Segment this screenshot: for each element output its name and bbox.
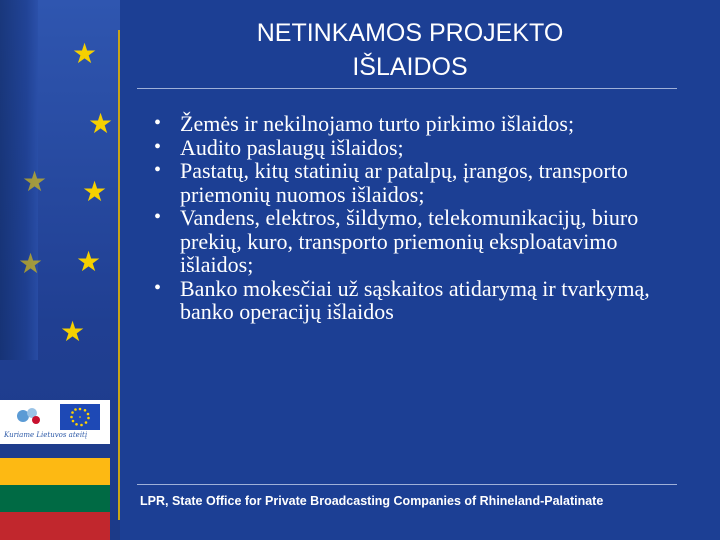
star-icon: ★ (82, 175, 108, 208)
bullet-text: Pastatų, kitų statinių ar patalpų, įrangos, transporto priemonių nuomos išlaidos; (180, 158, 628, 207)
bullet-icon: • (154, 159, 162, 181)
lithuania-flag (0, 458, 110, 540)
flag-band-green (0, 485, 110, 512)
accent-line (118, 30, 120, 520)
footer-credit: LPR, State Office for Private Broadcasting Companies of Rhineland-Palatinate (140, 494, 604, 508)
bullet-icon: • (154, 112, 162, 134)
bullet-list (148, 112, 688, 324)
bullet-item (148, 136, 688, 160)
bullet-icon: • (154, 206, 162, 228)
bullet-icon: • (154, 135, 162, 158)
bullet-item (148, 159, 688, 206)
bullet-text: Banko mokesčiai už sąskaitos atidarymą ir tvarkymą, banko operacijų išlaidos (180, 275, 650, 324)
title-line: IŠLAIDOS (352, 53, 468, 81)
eu-flag-icon (60, 404, 100, 430)
bullet-item (148, 206, 688, 277)
emblem-icon (14, 405, 44, 427)
star-icon: ★ (72, 37, 98, 70)
bullet-text: Vandens, elektros, šildymo, telekomunikacijų, biuro prekių, kuro, transporto priemonių eksploatavimo išlaidos; (180, 205, 639, 277)
footer-divider (137, 484, 677, 485)
star-icon: ★ (22, 165, 48, 198)
star-icon: ★ (60, 315, 86, 348)
bullet-text: Audito paslaugų išlaidos; (180, 134, 404, 160)
flag-band-yellow (0, 458, 110, 485)
slide-title (140, 16, 680, 84)
bullet-icon: • (154, 276, 162, 299)
bullet-text: Žemės ir nekilnojamo turto pirkimo išlaidos; (180, 111, 575, 136)
flag-band-red (0, 512, 110, 540)
star-icon: ★ (18, 247, 44, 280)
title-line: NETINKAMOS PROJEKTO (256, 19, 564, 47)
logo-caption: Kuriame Lietuvos ateitį (4, 431, 88, 439)
star-icon: ★ (88, 107, 114, 140)
bullet-item (148, 277, 688, 324)
title-divider (137, 88, 677, 89)
eu-funds-logo (0, 400, 110, 444)
bullet-item (148, 112, 688, 136)
star-icon: ★ (76, 245, 102, 278)
